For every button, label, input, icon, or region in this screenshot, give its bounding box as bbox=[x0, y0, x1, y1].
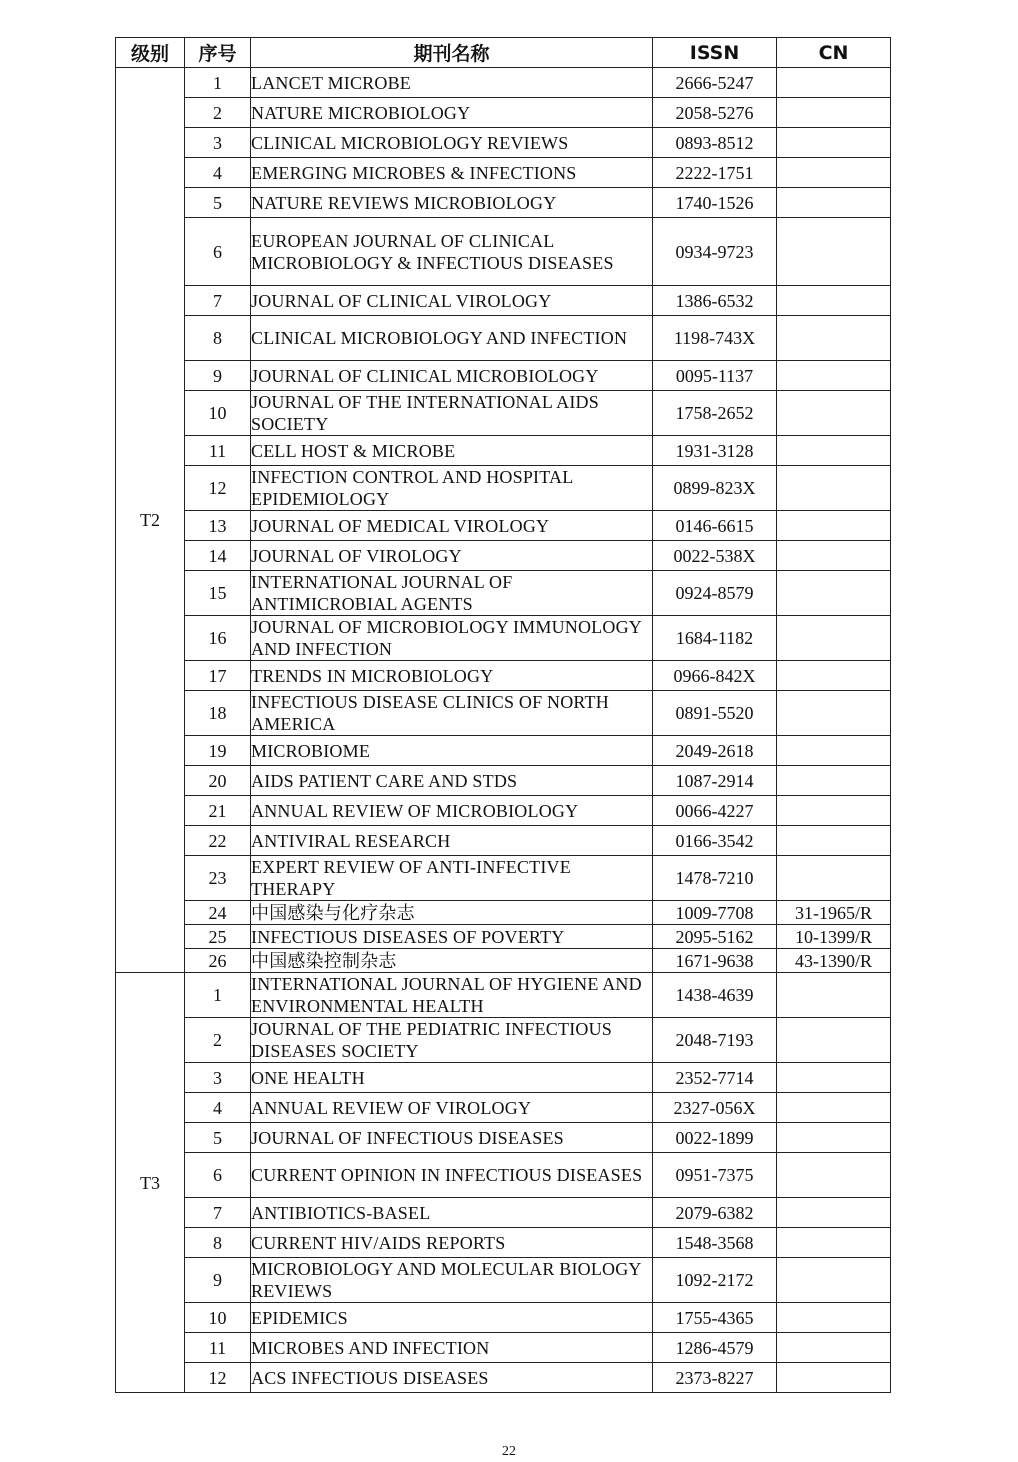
table-row bbox=[116, 766, 891, 796]
cn-cell bbox=[777, 68, 891, 98]
table-row bbox=[116, 616, 891, 661]
header-level: 级别 bbox=[116, 38, 185, 68]
header-journal-name: 期刊名称 bbox=[251, 38, 653, 68]
journal-name-cell: AIDS PATIENT CARE AND STDS bbox=[251, 766, 653, 796]
number-cell: 17 bbox=[185, 661, 251, 691]
table-row bbox=[116, 1303, 891, 1333]
issn-cell: 0891-5520 bbox=[653, 691, 777, 736]
journal-name-cell: CLINICAL MICROBIOLOGY REVIEWS bbox=[251, 128, 653, 158]
journal-name-cell: EUROPEAN JOURNAL OF CLINICAL MICROBIOLOGY & INFECTIOUS DISEASES bbox=[251, 218, 653, 286]
journal-name-cell: CLINICAL MICROBIOLOGY AND INFECTION bbox=[251, 316, 653, 361]
issn-cell: 0951-7375 bbox=[653, 1153, 777, 1198]
table-row bbox=[116, 1093, 891, 1123]
number-cell: 2 bbox=[185, 98, 251, 128]
journal-name-cell: JOURNAL OF VIROLOGY bbox=[251, 541, 653, 571]
table-row bbox=[116, 856, 891, 901]
table-row bbox=[116, 826, 891, 856]
cn-cell bbox=[777, 286, 891, 316]
journal-name-cell: EMERGING MICROBES & INFECTIONS bbox=[251, 158, 653, 188]
cn-cell bbox=[777, 1198, 891, 1228]
number-cell: 18 bbox=[185, 691, 251, 736]
issn-cell: 0924-8579 bbox=[653, 571, 777, 616]
number-cell: 4 bbox=[185, 158, 251, 188]
table-row bbox=[116, 1153, 891, 1198]
table-row bbox=[116, 1363, 891, 1393]
table-row bbox=[116, 1063, 891, 1093]
cn-cell bbox=[777, 1228, 891, 1258]
cn-cell bbox=[777, 616, 891, 661]
table-row bbox=[116, 316, 891, 361]
journal-name-cell: MICROBIOME bbox=[251, 736, 653, 766]
cn-cell bbox=[777, 128, 891, 158]
journal-name-cell: ANTIBIOTICS-BASEL bbox=[251, 1198, 653, 1228]
table-row bbox=[116, 571, 891, 616]
table-row bbox=[116, 691, 891, 736]
issn-cell: 1478-7210 bbox=[653, 856, 777, 901]
issn-cell: 1009-7708 bbox=[653, 901, 777, 925]
table-row bbox=[116, 511, 891, 541]
number-cell: 3 bbox=[185, 1063, 251, 1093]
issn-cell: 0966-842X bbox=[653, 661, 777, 691]
number-cell: 9 bbox=[185, 1258, 251, 1303]
issn-cell: 0022-1899 bbox=[653, 1123, 777, 1153]
journal-name-cell: CELL HOST & MICROBE bbox=[251, 436, 653, 466]
cn-cell bbox=[777, 973, 891, 1018]
cn-cell bbox=[777, 391, 891, 436]
journal-name-cell: CURRENT OPINION IN INFECTIOUS DISEASES bbox=[251, 1153, 653, 1198]
number-cell: 21 bbox=[185, 796, 251, 826]
cn-cell bbox=[777, 571, 891, 616]
table-row bbox=[116, 1018, 891, 1063]
table-row bbox=[116, 973, 891, 1018]
table-row bbox=[116, 1333, 891, 1363]
page-number: 22 bbox=[502, 1444, 516, 1459]
journal-name-cell: ANTIVIRAL RESEARCH bbox=[251, 826, 653, 856]
table-row bbox=[116, 391, 891, 436]
issn-cell: 0166-3542 bbox=[653, 826, 777, 856]
issn-cell: 2095-5162 bbox=[653, 925, 777, 949]
issn-cell: 1386-6532 bbox=[653, 286, 777, 316]
number-cell: 5 bbox=[185, 1123, 251, 1153]
cn-cell: 31-1965/R bbox=[777, 901, 891, 925]
number-cell: 14 bbox=[185, 541, 251, 571]
journal-name-cell: ACS INFECTIOUS DISEASES bbox=[251, 1363, 653, 1393]
journal-name-cell: MICROBES AND INFECTION bbox=[251, 1333, 653, 1363]
table-row bbox=[116, 661, 891, 691]
issn-cell: 2373-8227 bbox=[653, 1363, 777, 1393]
issn-cell: 0146-6615 bbox=[653, 511, 777, 541]
table-row bbox=[116, 1198, 891, 1228]
table-row bbox=[116, 466, 891, 511]
cn-cell bbox=[777, 1333, 891, 1363]
number-cell: 6 bbox=[185, 1153, 251, 1198]
number-cell: 12 bbox=[185, 1363, 251, 1393]
number-cell: 16 bbox=[185, 616, 251, 661]
cn-cell bbox=[777, 1153, 891, 1198]
issn-cell: 2222-1751 bbox=[653, 158, 777, 188]
issn-cell: 2048-7193 bbox=[653, 1018, 777, 1063]
table-row bbox=[116, 361, 891, 391]
number-cell: 10 bbox=[185, 391, 251, 436]
table-row bbox=[116, 68, 891, 98]
issn-cell: 1286-4579 bbox=[653, 1333, 777, 1363]
journal-name-cell: JOURNAL OF MEDICAL VIROLOGY bbox=[251, 511, 653, 541]
cn-cell bbox=[777, 1123, 891, 1153]
table-row bbox=[116, 188, 891, 218]
table-row bbox=[116, 1258, 891, 1303]
issn-cell: 2058-5276 bbox=[653, 98, 777, 128]
table-row bbox=[116, 925, 891, 949]
journal-name-cell: INTERNATIONAL JOURNAL OF HYGIENE AND ENVIRONMENTAL HEALTH bbox=[251, 973, 653, 1018]
number-cell: 8 bbox=[185, 1228, 251, 1258]
cn-cell bbox=[777, 736, 891, 766]
cn-cell bbox=[777, 826, 891, 856]
issn-cell: 1438-4639 bbox=[653, 973, 777, 1018]
issn-cell: 1684-1182 bbox=[653, 616, 777, 661]
table-row bbox=[116, 541, 891, 571]
journal-name-cell: JOURNAL OF MICROBIOLOGY IMMUNOLOGY AND INFECTION bbox=[251, 616, 653, 661]
level-cell: T3 bbox=[116, 973, 185, 1393]
issn-cell: 1671-9638 bbox=[653, 949, 777, 973]
header-issn: ISSN bbox=[653, 38, 777, 68]
number-cell: 26 bbox=[185, 949, 251, 973]
cn-cell bbox=[777, 1018, 891, 1063]
issn-cell: 2079-6382 bbox=[653, 1198, 777, 1228]
journal-name-cell: LANCET MICROBE bbox=[251, 68, 653, 98]
cn-cell bbox=[777, 691, 891, 736]
journal-name-cell: EPIDEMICS bbox=[251, 1303, 653, 1333]
journal-table bbox=[115, 37, 891, 1393]
cn-cell bbox=[777, 98, 891, 128]
issn-cell: 1092-2172 bbox=[653, 1258, 777, 1303]
issn-cell: 0066-4227 bbox=[653, 796, 777, 826]
journal-name-cell: INFECTIOUS DISEASES OF POVERTY bbox=[251, 925, 653, 949]
number-cell: 25 bbox=[185, 925, 251, 949]
number-cell: 9 bbox=[185, 361, 251, 391]
cn-cell bbox=[777, 361, 891, 391]
table-body bbox=[116, 68, 891, 1393]
table-row bbox=[116, 1123, 891, 1153]
table-row bbox=[116, 158, 891, 188]
number-cell: 3 bbox=[185, 128, 251, 158]
number-cell: 1 bbox=[185, 973, 251, 1018]
issn-cell: 0934-9723 bbox=[653, 218, 777, 286]
number-cell: 22 bbox=[185, 826, 251, 856]
table-row bbox=[116, 98, 891, 128]
number-cell: 7 bbox=[185, 1198, 251, 1228]
number-cell: 24 bbox=[185, 901, 251, 925]
number-cell: 12 bbox=[185, 466, 251, 511]
journal-name-cell: JOURNAL OF THE PEDIATRIC INFECTIOUS DISEASES SOCIETY bbox=[251, 1018, 653, 1063]
issn-cell: 1740-1526 bbox=[653, 188, 777, 218]
cn-cell: 10-1399/R bbox=[777, 925, 891, 949]
number-cell: 23 bbox=[185, 856, 251, 901]
cn-cell bbox=[777, 316, 891, 361]
issn-cell: 1755-4365 bbox=[653, 1303, 777, 1333]
header-cn: CN bbox=[777, 38, 891, 68]
number-cell: 7 bbox=[185, 286, 251, 316]
journal-name-cell: JOURNAL OF THE INTERNATIONAL AIDS SOCIETY bbox=[251, 391, 653, 436]
issn-cell: 1198-743X bbox=[653, 316, 777, 361]
cn-cell bbox=[777, 1063, 891, 1093]
cn-cell bbox=[777, 511, 891, 541]
cn-cell bbox=[777, 1363, 891, 1393]
cn-cell bbox=[777, 158, 891, 188]
journal-name-cell: 中国感染与化疗杂志 bbox=[251, 901, 653, 925]
issn-cell: 1087-2914 bbox=[653, 766, 777, 796]
cn-cell: 43-1390/R bbox=[777, 949, 891, 973]
number-cell: 2 bbox=[185, 1018, 251, 1063]
journal-name-cell: JOURNAL OF CLINICAL MICROBIOLOGY bbox=[251, 361, 653, 391]
issn-cell: 1548-3568 bbox=[653, 1228, 777, 1258]
journal-name-cell: EXPERT REVIEW OF ANTI-INFECTIVE THERAPY bbox=[251, 856, 653, 901]
issn-cell: 0899-823X bbox=[653, 466, 777, 511]
number-cell: 1 bbox=[185, 68, 251, 98]
level-cell: T2 bbox=[116, 68, 185, 973]
cn-cell bbox=[777, 1258, 891, 1303]
number-cell: 13 bbox=[185, 511, 251, 541]
journal-name-cell: ANNUAL REVIEW OF MICROBIOLOGY bbox=[251, 796, 653, 826]
cn-cell bbox=[777, 1303, 891, 1333]
journal-name-cell: NATURE MICROBIOLOGY bbox=[251, 98, 653, 128]
table-row bbox=[116, 436, 891, 466]
table-row bbox=[116, 218, 891, 286]
table-row bbox=[116, 901, 891, 925]
header-number: 序号 bbox=[185, 38, 251, 68]
number-cell: 11 bbox=[185, 436, 251, 466]
cn-cell bbox=[777, 796, 891, 826]
table-row bbox=[116, 1228, 891, 1258]
journal-name-cell: ONE HEALTH bbox=[251, 1063, 653, 1093]
table-header-row bbox=[116, 38, 891, 68]
journal-name-cell: TRENDS IN MICROBIOLOGY bbox=[251, 661, 653, 691]
issn-cell: 2352-7714 bbox=[653, 1063, 777, 1093]
cn-cell bbox=[777, 436, 891, 466]
number-cell: 19 bbox=[185, 736, 251, 766]
journal-name-cell: JOURNAL OF CLINICAL VIROLOGY bbox=[251, 286, 653, 316]
issn-cell: 2327-056X bbox=[653, 1093, 777, 1123]
journal-name-cell: JOURNAL OF INFECTIOUS DISEASES bbox=[251, 1123, 653, 1153]
cn-cell bbox=[777, 766, 891, 796]
cn-cell bbox=[777, 188, 891, 218]
journal-name-cell: INTERNATIONAL JOURNAL OF ANTIMICROBIAL AGENTS bbox=[251, 571, 653, 616]
journal-name-cell: NATURE REVIEWS MICROBIOLOGY bbox=[251, 188, 653, 218]
cn-cell bbox=[777, 661, 891, 691]
issn-cell: 1931-3128 bbox=[653, 436, 777, 466]
journal-name-cell: MICROBIOLOGY AND MOLECULAR BIOLOGY REVIEWS bbox=[251, 1258, 653, 1303]
table-row bbox=[116, 286, 891, 316]
cn-cell bbox=[777, 856, 891, 901]
number-cell: 15 bbox=[185, 571, 251, 616]
issn-cell: 0022-538X bbox=[653, 541, 777, 571]
table-row bbox=[116, 949, 891, 973]
journal-name-cell: INFECTIOUS DISEASE CLINICS OF NORTH AMERICA bbox=[251, 691, 653, 736]
number-cell: 8 bbox=[185, 316, 251, 361]
cn-cell bbox=[777, 466, 891, 511]
table-row bbox=[116, 128, 891, 158]
issn-cell: 0095-1137 bbox=[653, 361, 777, 391]
number-cell: 4 bbox=[185, 1093, 251, 1123]
journal-name-cell: ANNUAL REVIEW OF VIROLOGY bbox=[251, 1093, 653, 1123]
cn-cell bbox=[777, 218, 891, 286]
cn-cell bbox=[777, 1093, 891, 1123]
number-cell: 11 bbox=[185, 1333, 251, 1363]
issn-cell: 2049-2618 bbox=[653, 736, 777, 766]
table-row bbox=[116, 796, 891, 826]
journal-name-cell: INFECTION CONTROL AND HOSPITAL EPIDEMIOLOGY bbox=[251, 466, 653, 511]
issn-cell: 2666-5247 bbox=[653, 68, 777, 98]
journal-name-cell: 中国感染控制杂志 bbox=[251, 949, 653, 973]
issn-cell: 1758-2652 bbox=[653, 391, 777, 436]
number-cell: 5 bbox=[185, 188, 251, 218]
cn-cell bbox=[777, 541, 891, 571]
number-cell: 10 bbox=[185, 1303, 251, 1333]
issn-cell: 0893-8512 bbox=[653, 128, 777, 158]
journal-name-cell: CURRENT HIV/AIDS REPORTS bbox=[251, 1228, 653, 1258]
number-cell: 6 bbox=[185, 218, 251, 286]
table-row bbox=[116, 736, 891, 766]
number-cell: 20 bbox=[185, 766, 251, 796]
